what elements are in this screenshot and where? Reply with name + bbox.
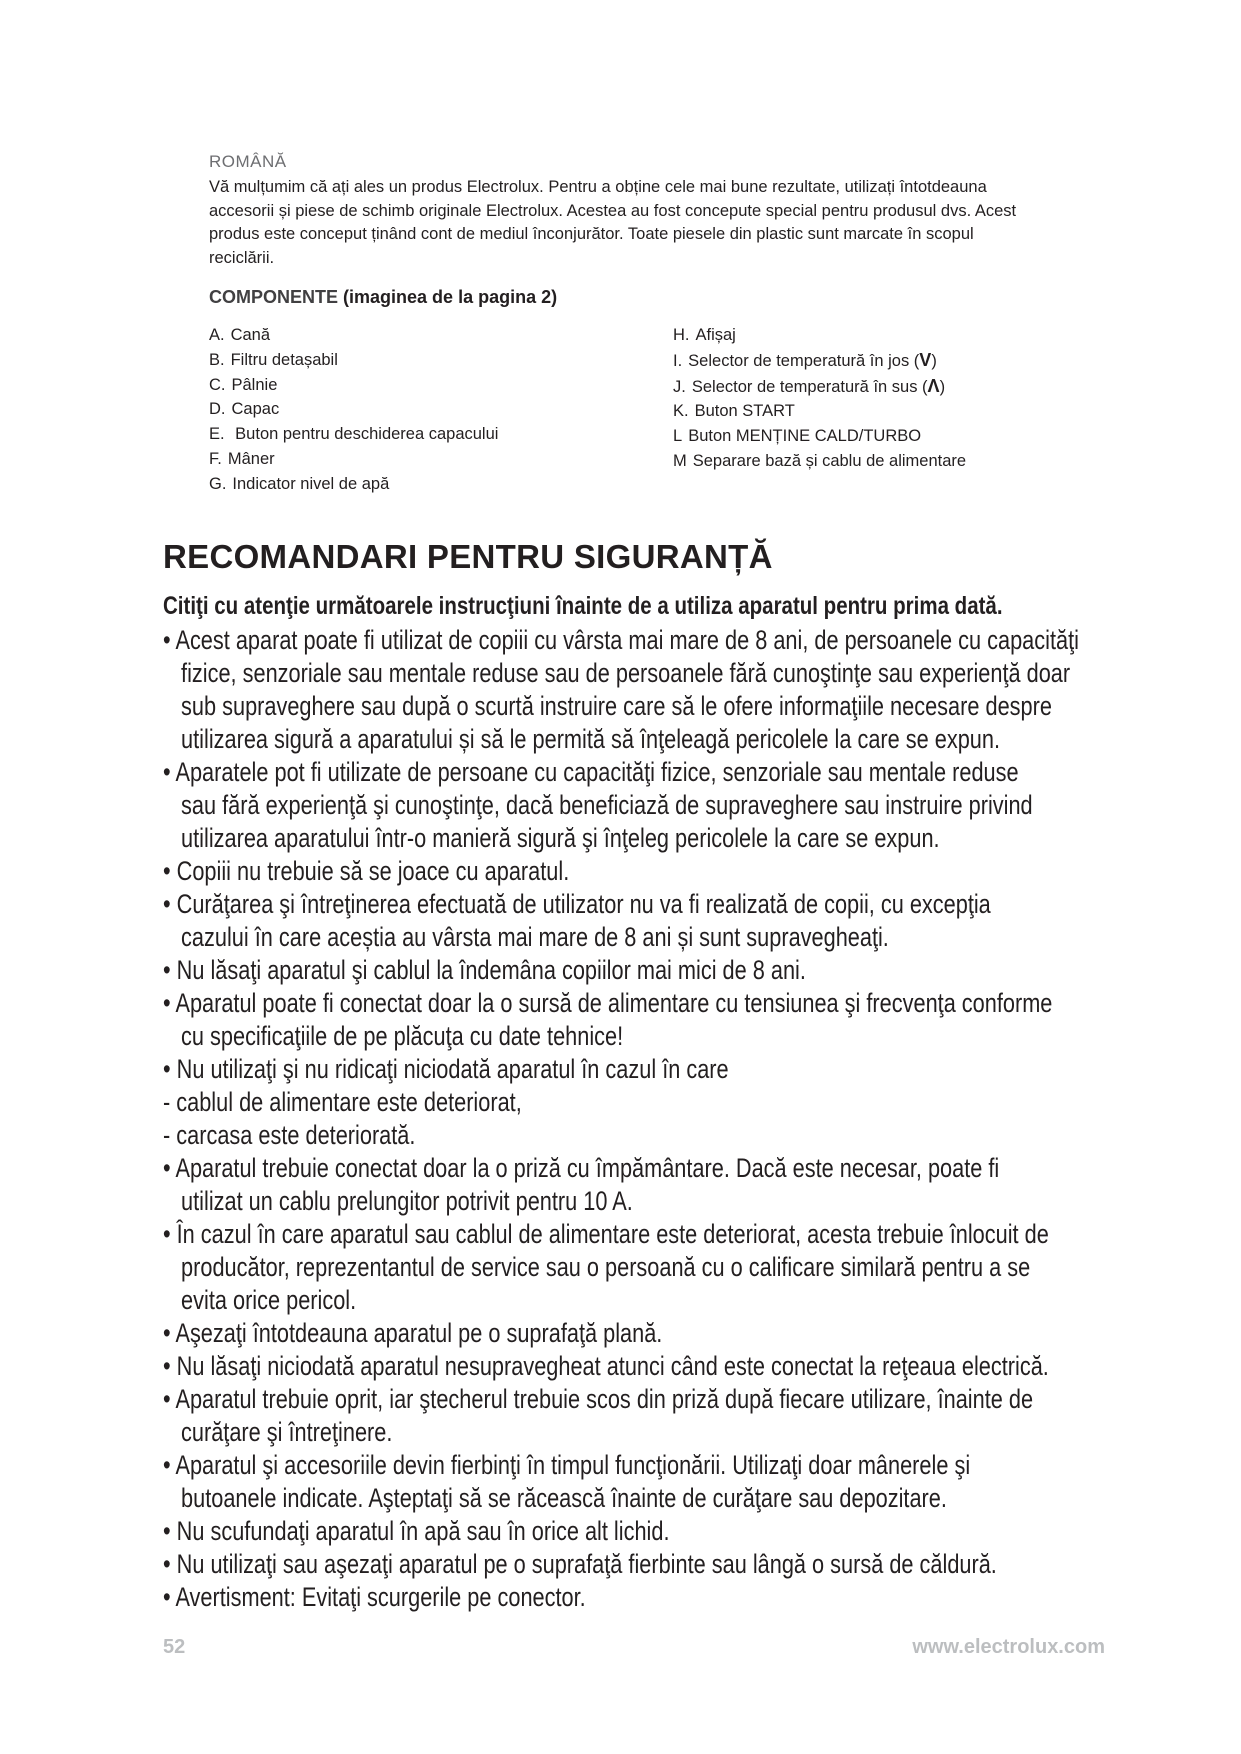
safety-list [163, 624, 1079, 1614]
components-list-left [209, 323, 498, 497]
safety-item-line: • Nu lăsaţi aparatul şi cablul la îndemâna copiilor mai mici de 8 ani. [163, 955, 806, 985]
safety-item-line: utilizarea aparatului într-o manieră sigură şi înţeleg pericolele la care se expun. [181, 823, 940, 853]
safety-item [163, 1581, 1008, 1614]
safety-item-line: • Aparatul trebuie conectat doar la o priză cu împământare. Dacă este necesar, poate fi [163, 1153, 1000, 1183]
components-title-main: COMPONENTE [209, 287, 339, 307]
page-number: 52 [163, 1636, 186, 1658]
safety-item-line: cazului în care aceștia au vârsta mai mare de 8 ani și sunt supravegheaţi. [181, 922, 889, 952]
component-key: K. [673, 402, 689, 421]
component-item-a [209, 323, 498, 348]
component-label: Afișaj [695, 326, 736, 344]
component-label: Selector de temperatură în jos ( [688, 351, 920, 370]
safety-item-line: fizice, senzoriale sau mentale reduse sau de persoanele fără cunoştinţe sau experienţă doar [181, 658, 1071, 688]
safety-item [163, 1350, 1049, 1383]
component-key: F. [209, 449, 222, 468]
safety-item [163, 1086, 1008, 1119]
component-label: Buton START [694, 402, 795, 421]
safety-item [163, 855, 1008, 888]
component-item-e [209, 422, 498, 447]
component-key: B. [209, 350, 225, 369]
component-key: M [673, 451, 687, 470]
safety-item [163, 888, 1008, 954]
safety-item-line: • Aparatele pot fi utilizate de persoane cu capacităţi fizice, senzoriale sau mentale reduse [163, 757, 1019, 787]
safety-item-line: - cablul de alimentare este deteriorat, [163, 1087, 522, 1117]
component-label: Capac [231, 400, 280, 419]
safety-item [163, 1119, 1008, 1152]
safety-item [163, 987, 1053, 1053]
safety-item-line: • Avertisment: Evitaţi scurgerile pe conector. [163, 1582, 586, 1612]
safety-item-line: • Aparatul poate fi conectat doar la o sursă de alimentare cu tensiunea şi frecvenţa conforme [163, 988, 1053, 1018]
safety-item-line: • Acest aparat poate fi utilizat de copiii cu vârsta mai mare de 8 ani, de persoanele cu capacităţi [163, 625, 1079, 655]
safety-item [163, 756, 1033, 855]
safety-item [163, 954, 1008, 987]
component-key: A. [209, 326, 225, 344]
component-item-k [673, 399, 966, 424]
safety-item [163, 1317, 1008, 1350]
component-key: G. [209, 474, 227, 493]
safety-item [163, 1383, 1034, 1449]
component-item-c [209, 373, 498, 398]
safety-item-line: • Nu utilizaţi şi nu ridicaţi niciodată aparatul în cazul în care [163, 1054, 729, 1084]
safety-item-line: - carcasa este deteriorată. [163, 1120, 416, 1150]
component-key: E. [209, 425, 225, 444]
safety-item [163, 1053, 1008, 1086]
safety-item [163, 624, 1079, 756]
website-link: www.electrolux.com [912, 1636, 1105, 1658]
intro-paragraph [209, 176, 1109, 270]
safety-item [163, 1515, 1008, 1548]
component-item-g [209, 472, 498, 497]
component-item-f [209, 447, 498, 472]
safety-item-line: • Aparatul trebuie oprit, iar ştecherul trebuie scos din priză după fiecare utilizare, înainte de [163, 1384, 1034, 1414]
component-label: Selector de temperatură în sus ( [691, 377, 928, 396]
component-key: I. [673, 351, 683, 370]
safety-item-line: sau fără experienţă şi cunoştinţe, dacă beneficiază de supraveghere sau instruire privind [181, 790, 1033, 820]
component-item-l [673, 424, 966, 449]
intro-line: produs este conceput ținând cont de mediul înconjurător. Toate piesele din plastic sunt marcate în scopul [209, 225, 974, 243]
safety-item-line: cu specificaţiile de pe plăcuţa cu date tehnice! [181, 1021, 624, 1051]
component-item-j [673, 374, 966, 400]
component-item-m [673, 449, 966, 474]
safety-heading: RECOMANDARI PENTRU SIGURANȚĂ [163, 538, 773, 575]
component-label: Indicator nivel de apă [232, 474, 390, 493]
safety-item-line: • Nu utilizaţi sau aşezaţi aparatul pe o suprafaţă fierbinte sau lângă o sursă de căldură. [163, 1549, 997, 1579]
safety-item-line: • Curăţarea şi întreţinerea efectuată de utilizator nu va fi realizată de copii, cu excepţia [163, 889, 991, 919]
safety-subheading: Citiţi cu atenţie următoarele instrucţiuni înainte de a utiliza aparatul pentru prima dată. [163, 592, 1003, 620]
safety-item-line: • Aşezaţi întotdeauna aparatul pe o suprafaţă plană. [163, 1318, 663, 1348]
component-label: Cană [230, 326, 271, 344]
component-key: J. [673, 377, 686, 396]
components-list-right [673, 323, 966, 474]
chevron-down-icon: V [919, 349, 932, 370]
component-label: Pâlnie [231, 375, 278, 394]
component-key: C. [209, 375, 226, 394]
component-label: Buton pentru deschiderea capacului [230, 425, 499, 444]
component-label: Separare bază și cablu de alimentare [692, 451, 967, 470]
safety-item-line: producător, reprezentantul de service sau o persoană cu o calificare similară pentru a se [181, 1252, 1031, 1282]
intro-line: Vă mulțumim că ați ales un produs Electrolux. Pentru a obține cele mai bune rezultate, utilizați întotdeauna [209, 178, 987, 196]
safety-item-line: utilizat un cablu prelungitor potrivit pentru 10 A. [181, 1186, 633, 1216]
safety-item-line: • Nu scufundaţi aparatul în apă sau în orice alt lichid. [163, 1516, 670, 1546]
component-key: D. [209, 400, 226, 419]
component-label: Buton MENȚINE CALD/TURBO [688, 427, 922, 446]
safety-item-line: • Aparatul şi accesoriile devin fierbinţi în timpul funcţionării. Utilizaţi doar mânerele şi [163, 1450, 971, 1480]
safety-item [163, 1449, 1008, 1515]
component-label: Mâner [227, 449, 275, 468]
component-label-end: ) [931, 351, 937, 370]
safety-item [163, 1152, 1008, 1218]
safety-item-line: • Nu lăsaţi niciodată aparatul nesupravegheat atunci când este conectat la reţeaua electrică. [163, 1351, 1049, 1381]
safety-item-line: sub supraveghere sau după o scurtă instruire care să le ofere informaţiile necesare despre [181, 691, 1052, 721]
intro-line: accesorii și piese de schimb originale Electrolux. Acestea au fost concepute special pentru produsul dvs. Acest [209, 201, 1017, 220]
safety-item-line: • În cazul în care aparatul sau cablul de alimentare este deteriorat, acesta trebuie înlocuit de [163, 1219, 1049, 1249]
language-label: ROMÂNĂ [209, 152, 287, 171]
safety-item-line: • Copiii nu trebuie să se joace cu aparatul. [163, 856, 570, 886]
component-label-end: ) [939, 377, 946, 396]
component-label: Filtru detașabil [230, 350, 338, 369]
components-title-sub: (imaginea de la pagina 2) [343, 287, 558, 307]
component-item-d [209, 397, 498, 422]
chevron-up-icon: Λ [927, 375, 940, 396]
safety-item-line: curăţare şi întreţinere. [181, 1417, 393, 1447]
safety-item-line: butoanele indicate. Aşteptaţi să se răcească înainte de curăţare sau depozitare. [181, 1483, 947, 1513]
intro-line: reciclării. [209, 248, 275, 267]
component-item-h [673, 323, 966, 348]
components-title [209, 287, 557, 308]
safety-item-line: evita orice pericol. [181, 1285, 357, 1315]
component-item-i [673, 348, 966, 374]
safety-item [163, 1548, 1008, 1581]
component-item-b [209, 348, 498, 373]
component-key: H. [673, 326, 690, 344]
component-key: L [673, 427, 683, 446]
safety-item-line: utilizarea sigură a aparatului și să le permită să înţeleagă pericolele la care se expun. [181, 724, 1001, 754]
safety-item [163, 1218, 1049, 1317]
